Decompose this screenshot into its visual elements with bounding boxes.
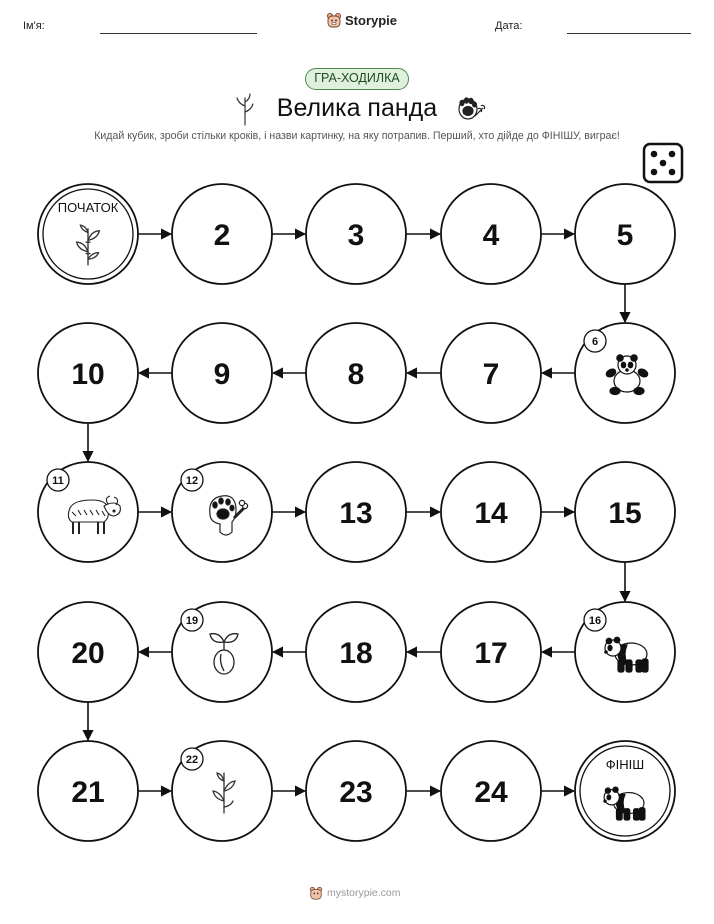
- board-cell[interactable]: [575, 184, 675, 284]
- board-cell[interactable]: [306, 602, 406, 702]
- board-cell[interactable]: [38, 323, 138, 423]
- board-cell[interactable]: [441, 323, 541, 423]
- cell-number: 7: [482, 358, 500, 391]
- cell-number: 6: [591, 336, 599, 348]
- board-cell[interactable]: [575, 462, 675, 562]
- cell-caption: ПОЧАТОК: [57, 200, 119, 215]
- board-cell[interactable]: [38, 602, 138, 702]
- cell-number: 16: [588, 615, 602, 627]
- board-cell[interactable]: [172, 184, 272, 284]
- cell-number: 4: [482, 219, 500, 252]
- cell-number: 5: [616, 219, 634, 252]
- cell-number: 3: [347, 219, 365, 252]
- cell-number: 19: [185, 615, 199, 627]
- board-cell[interactable]: [441, 741, 541, 841]
- date-label: Дата:: [495, 20, 523, 32]
- cell-number: 9: [213, 358, 231, 391]
- name-label: Ім'я:: [23, 20, 45, 32]
- board-cell[interactable]: [306, 323, 406, 423]
- cell-number: 24: [474, 776, 508, 809]
- board-cell[interactable]: [172, 462, 272, 562]
- board-cell[interactable]: [575, 602, 675, 702]
- storypie-bear-footer-icon: [309, 886, 323, 900]
- board-cell[interactable]: [306, 741, 406, 841]
- cell-number: 14: [474, 497, 508, 530]
- start-cell[interactable]: [38, 184, 138, 284]
- cell-caption: ФІНІШ: [605, 757, 645, 772]
- board-cell[interactable]: [441, 602, 541, 702]
- cell-number: 17: [474, 637, 508, 670]
- board-cell[interactable]: [172, 323, 272, 423]
- cell-number: 22: [185, 754, 199, 766]
- board-cell[interactable]: [441, 462, 541, 562]
- board-cell[interactable]: [306, 462, 406, 562]
- cell-number: 12: [185, 475, 199, 487]
- cell-number: 15: [608, 497, 642, 530]
- footer: [309, 886, 401, 900]
- footer-site[interactable]: mystorypie.com: [327, 887, 401, 899]
- board-cell[interactable]: [306, 184, 406, 284]
- page-title: Велика панда: [276, 94, 438, 122]
- game-type-tag: ГРА-ХОДИЛКА: [305, 68, 409, 90]
- board-cell[interactable]: [575, 323, 675, 423]
- cell-number: 8: [347, 358, 365, 391]
- finish-cell[interactable]: [575, 741, 675, 841]
- cell-number: 11: [52, 475, 64, 487]
- cell-number: 13: [339, 497, 373, 530]
- board-cell[interactable]: [172, 741, 272, 841]
- cell-number: 18: [339, 637, 373, 670]
- cell-number: 2: [213, 219, 231, 252]
- board-cell[interactable]: [38, 741, 138, 841]
- game-instructions: Кидай кубик, зроби стільки кроків, і назви картинку, на яку потрапив. Перший, хто дійде до ФІНІШУ, виграє!: [94, 130, 620, 142]
- board-cell[interactable]: [441, 184, 541, 284]
- board-cell[interactable]: [38, 462, 138, 562]
- board-cell[interactable]: [172, 602, 272, 702]
- cell-number: 10: [71, 358, 105, 391]
- cell-number: 20: [71, 637, 105, 670]
- cell-number: 21: [71, 776, 105, 809]
- cell-number: 23: [339, 776, 373, 809]
- brand-name: Storypie: [345, 12, 398, 28]
